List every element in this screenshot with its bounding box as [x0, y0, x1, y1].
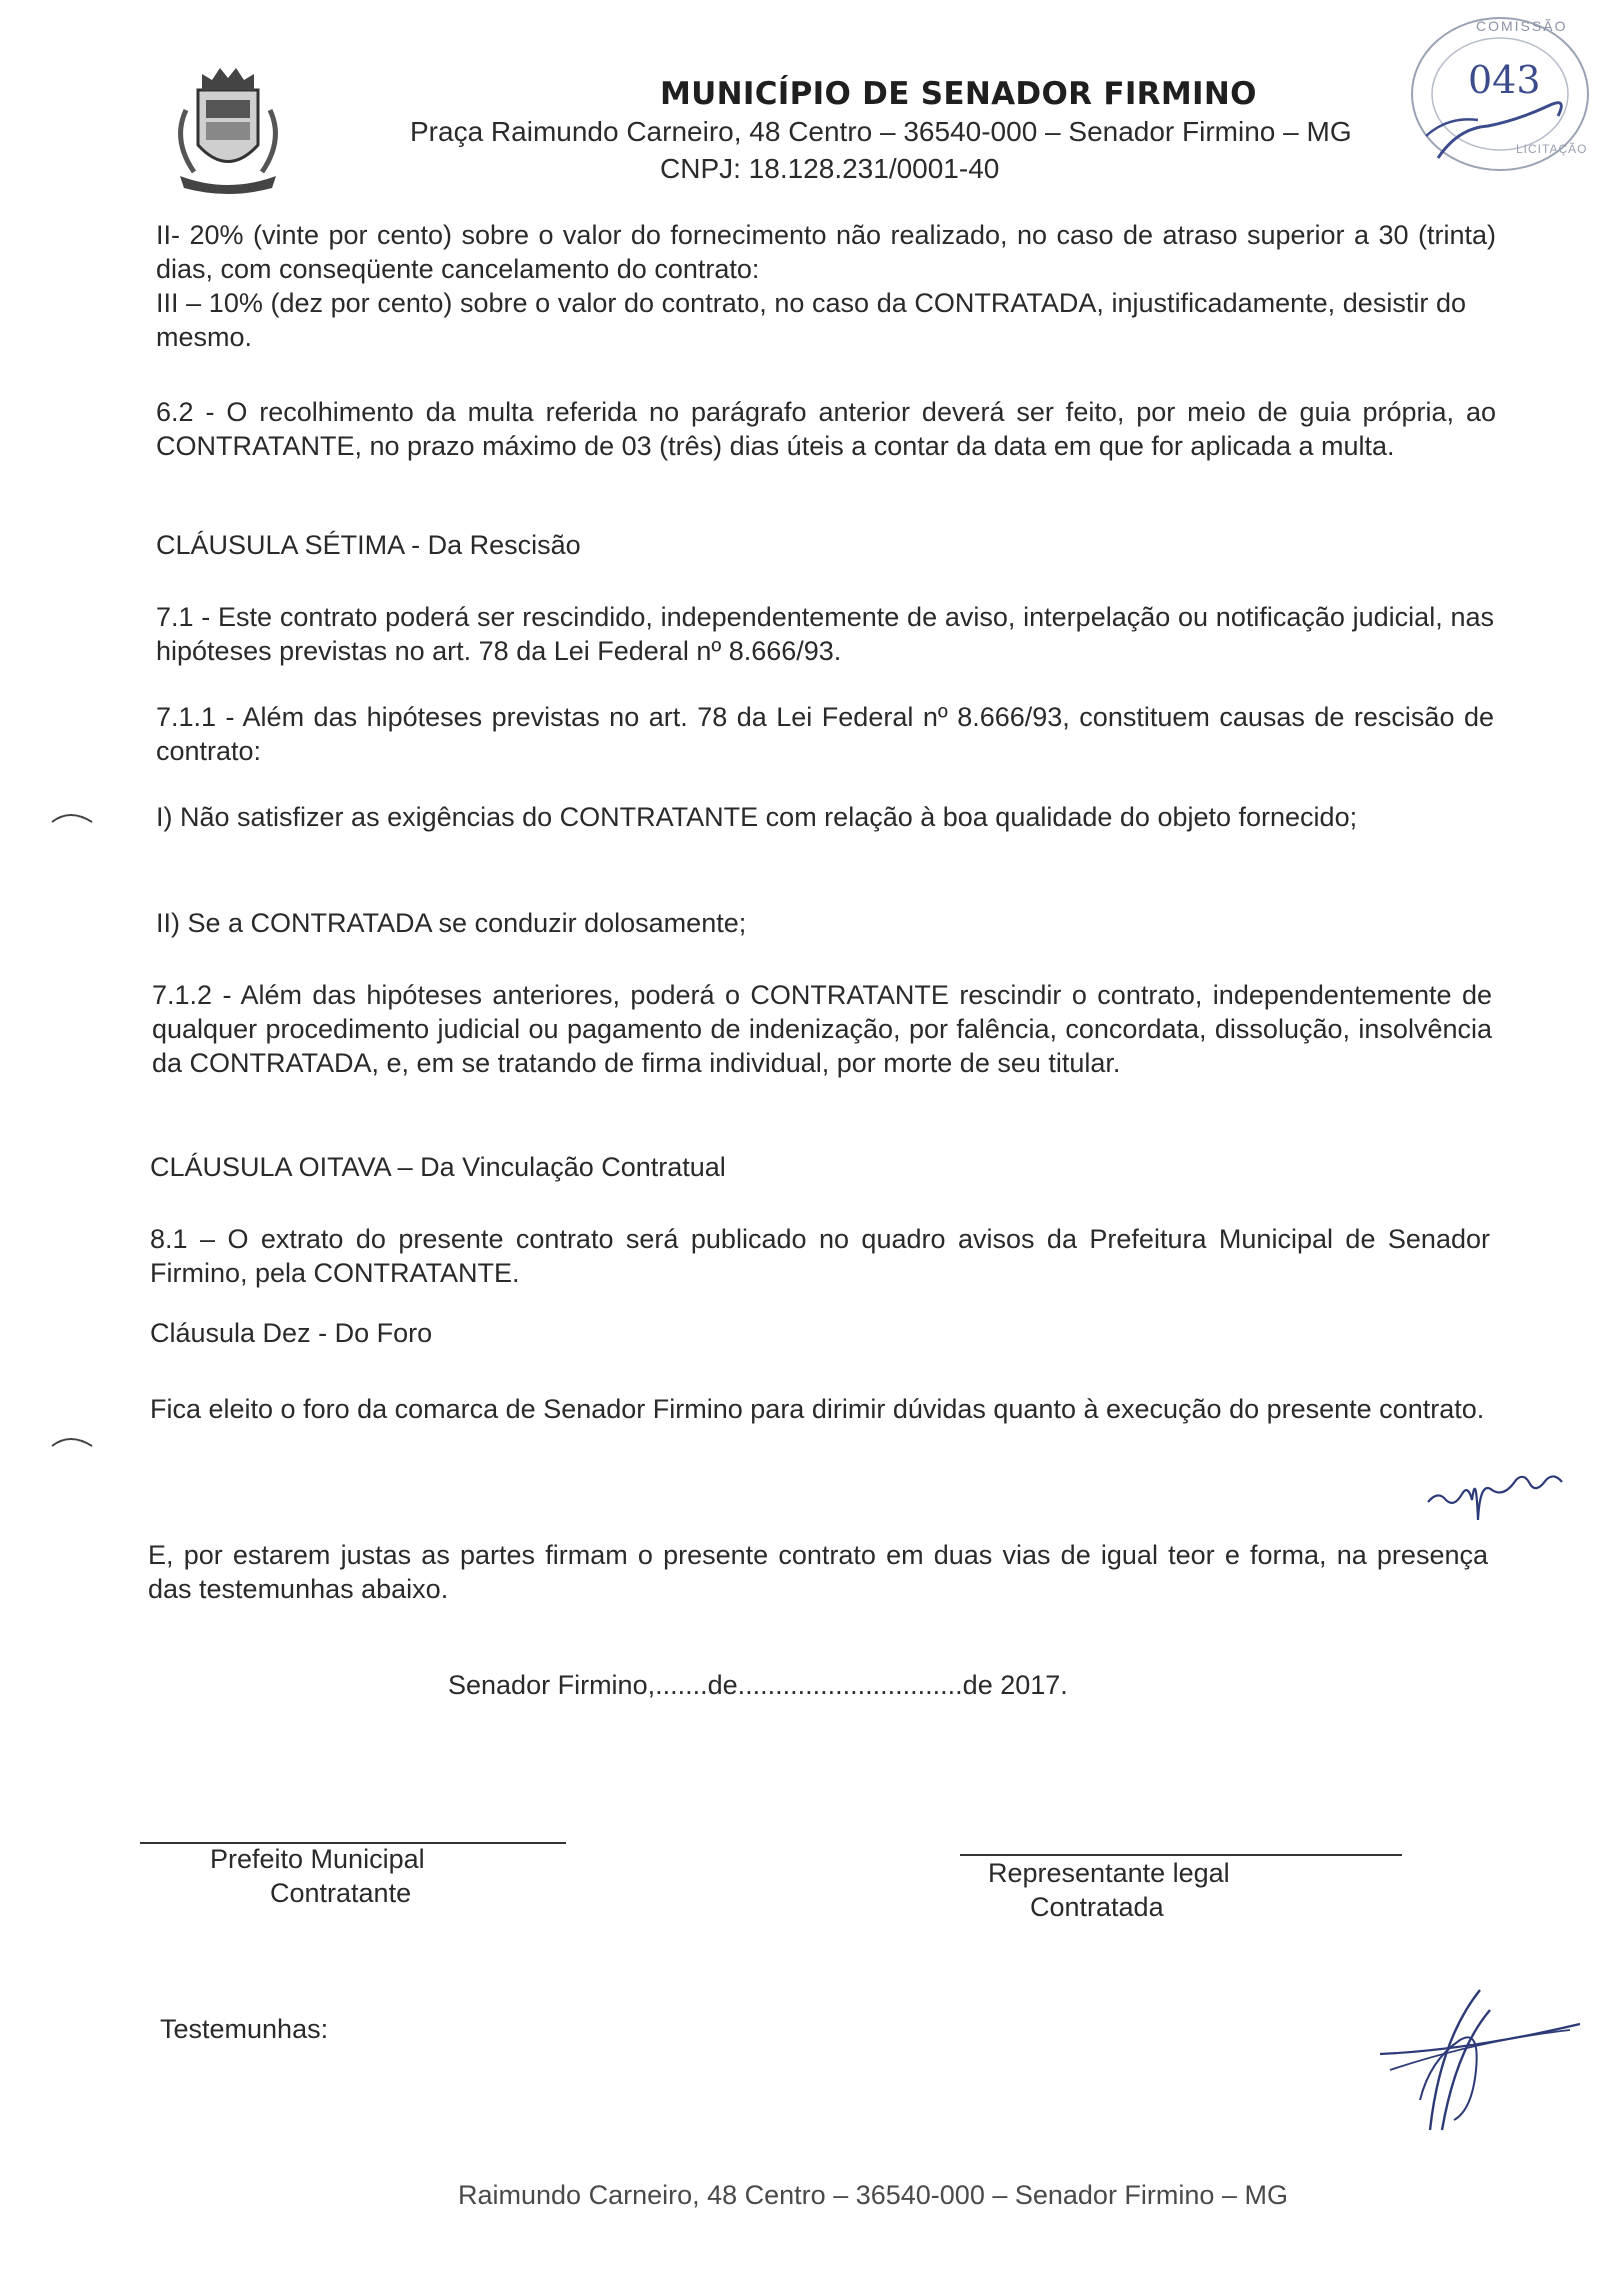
heading-clausula-setima: CLÁUSULA SÉTIMA - Da Rescisão	[156, 530, 581, 560]
paragraph-item-iii: III – 10% (dez por cento) sobre o valor do contrato, no caso da CONTRATADA, injustificadamente, desistir do mesmo.	[156, 288, 1466, 352]
stamp-ring-top: COMISSÃO	[1476, 18, 1568, 34]
witnesses-label: Testemunhas:	[160, 2014, 329, 2044]
signature-left-party: Contratante	[270, 1878, 412, 1908]
initials-signature-icon	[1420, 1450, 1580, 1530]
signature-left-role: Prefeito Municipal	[210, 1844, 425, 1874]
paragraph-foro: Fica eleito o foro da comarca de Senador Firmino para dirimir dúvidas quanto à execução do presente contrato.	[150, 1394, 1485, 1424]
signature-right-party: Contratada	[1030, 1892, 1164, 1922]
header-title: MUNICÍPIO DE SENADOR FIRMINO	[660, 76, 1257, 112]
paragraph-final: E, por estarem justas as partes firmam o presente contrato em duas vias de igual teor e forma, na presença das testemunhas abaixo.	[148, 1540, 1488, 1604]
header-cnpj: CNPJ: 18.128.231/0001-40	[660, 153, 1000, 184]
header-address: Praça Raimundo Carneiro, 48 Centro – 36540-000 – Senador Firmino – MG	[410, 116, 1352, 147]
signature-right-role: Representante legal	[988, 1858, 1230, 1888]
paragraph-8-1: 8.1 – O extrato do presente contrato será publicado no quadro avisos da Prefeitura Municipal de Senador Firmino, pela CONTRATANTE.	[150, 1224, 1490, 1288]
heading-clausula-oitava: CLÁUSULA OITAVA – Da Vinculação Contratual	[150, 1152, 726, 1182]
paragraph-item-ii-dolosamente: II) Se a CONTRATADA se conduzir dolosamente;	[156, 908, 747, 938]
heading-clausula-dez: Cláusula Dez - Do Foro	[150, 1318, 433, 1348]
footer-address: Raimundo Carneiro, 48 Centro – 36540-000 – Senador Firmino – MG	[458, 2180, 1288, 2210]
paragraph-7-1: 7.1 - Este contrato poderá ser rescindido, independentemente de aviso, interpelação ou notificação judicial, nas hipóteses previstas no art. 78 da Lei Federal nº 8.666/93.	[156, 602, 1494, 666]
commission-stamp	[1398, 8, 1598, 178]
paragraph-item-ii: II- 20% (vinte por cento) sobre o valor do fornecimento não realizado, no caso de atraso superior a 30 (trinta) dias, com conseqüente cancelamento do contrato:	[156, 220, 1496, 284]
scan-mark-icon	[48, 808, 96, 826]
stamp-ring-bottom: LICITAÇÃO	[1516, 142, 1588, 156]
municipal-coat-of-arms-icon	[168, 60, 288, 200]
scan-mark-icon	[48, 1432, 96, 1450]
paragraph-6-2: 6.2 - O recolhimento da multa referida no parágrafo anterior deverá ser feito, por meio de guia própria, ao CONTRATANTE, no prazo máximo de 03 (três) dias úteis a contar da data em que for aplicada a multa.	[156, 397, 1496, 461]
date-line: Senador Firmino,.......de..............................de 2017.	[448, 1670, 1068, 1700]
stamp-number: 043	[1468, 58, 1541, 102]
paragraph-7-1-1: 7.1.1 - Além das hipóteses previstas no art. 78 da Lei Federal nº 8.666/93, constituem causas de rescisão de contrato:	[156, 702, 1494, 766]
paragraph-7-1-2: 7.1.2 - Além das hipóteses anteriores, poderá o CONTRATANTE rescindir o contrato, independentemente de qualquer procedimento judicial ou pagamento de indenização, por falência, concordata, dissolução, insolvência da CONTRATADA, e, em se tratando de firma individual, por morte de seu titular.	[152, 980, 1492, 1078]
paragraph-item-i: I) Não satisfizer as exigências do CONTRATANTE com relação à boa qualidade do objeto fornecido;	[156, 802, 1358, 832]
signature-line-right	[960, 1854, 1402, 1856]
witness-signature-icon	[1370, 1980, 1590, 2140]
